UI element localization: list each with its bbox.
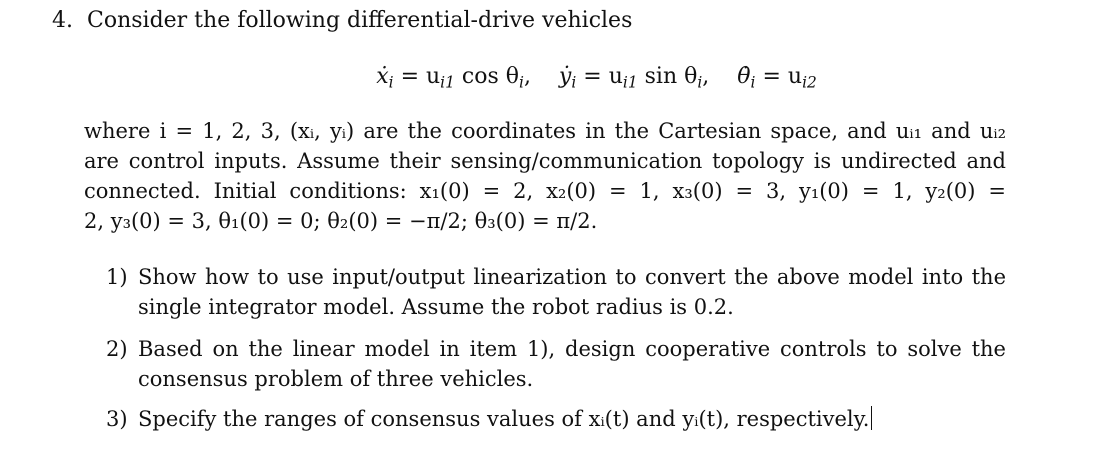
sub-question-3 — [106, 404, 1006, 434]
sub-question-marker: 2) — [106, 337, 128, 361]
sub-question-1 — [106, 262, 1006, 322]
sub-question-line: Show how to use input/output linearization to convert the above model into the — [138, 265, 1006, 289]
sub-question-marker: 3) — [106, 407, 128, 431]
problem-description — [84, 116, 1006, 236]
equation-x: ẋ$_i$ = $u_{i1}$ $\cos \theta_i$, — [376, 64, 531, 92]
description-line: connected. Initial conditions: x₁(0) = 2, x₂(0) = 1, x₃(0) = 3, y₁(0) = 1, y₂(0) = — [84, 179, 1006, 203]
sub-question-line: consensus problem of three vehicles. — [138, 367, 534, 391]
equation-y: ẏ$_i$ = $u_{i1}$ $\sin \theta_i$, — [558, 64, 710, 92]
sub-question-line: single integrator model. Assume the robot radius is 0.2. — [138, 295, 734, 319]
description-line: are control inputs. Assume their sensing/communication topology is undirected and — [84, 149, 1006, 173]
problem-heading — [52, 6, 632, 36]
problem-heading-text: Consider the following differential-drive vehicles — [87, 8, 633, 33]
equation-theta: $\thetȧ_i = u_{i2}$ — [737, 64, 817, 92]
sub-question-line: Specify the ranges of consensus values of xᵢ(t) and yᵢ(t), respectively. — [138, 404, 1006, 434]
description-line: 2, y₃(0) = 3, θ₁(0) = 0; θ₂(0) = −π/2; θ₃(0) = π/2. — [84, 209, 598, 233]
problem-number: 4. — [52, 8, 73, 33]
sub-question-line: Based on the linear model in item 1), design cooperative controls to solve the — [138, 337, 1006, 361]
vehicle-model-equation — [0, 60, 1113, 94]
description-line: where i = 1, 2, 3, (xᵢ, yᵢ) are the coordinates in the Cartesian space, and uᵢ₁ and uᵢ₂ — [84, 119, 1006, 143]
sub-question-2 — [106, 334, 1006, 394]
sub-question-marker: 1) — [106, 265, 128, 289]
text-cursor[interactable] — [871, 406, 872, 430]
